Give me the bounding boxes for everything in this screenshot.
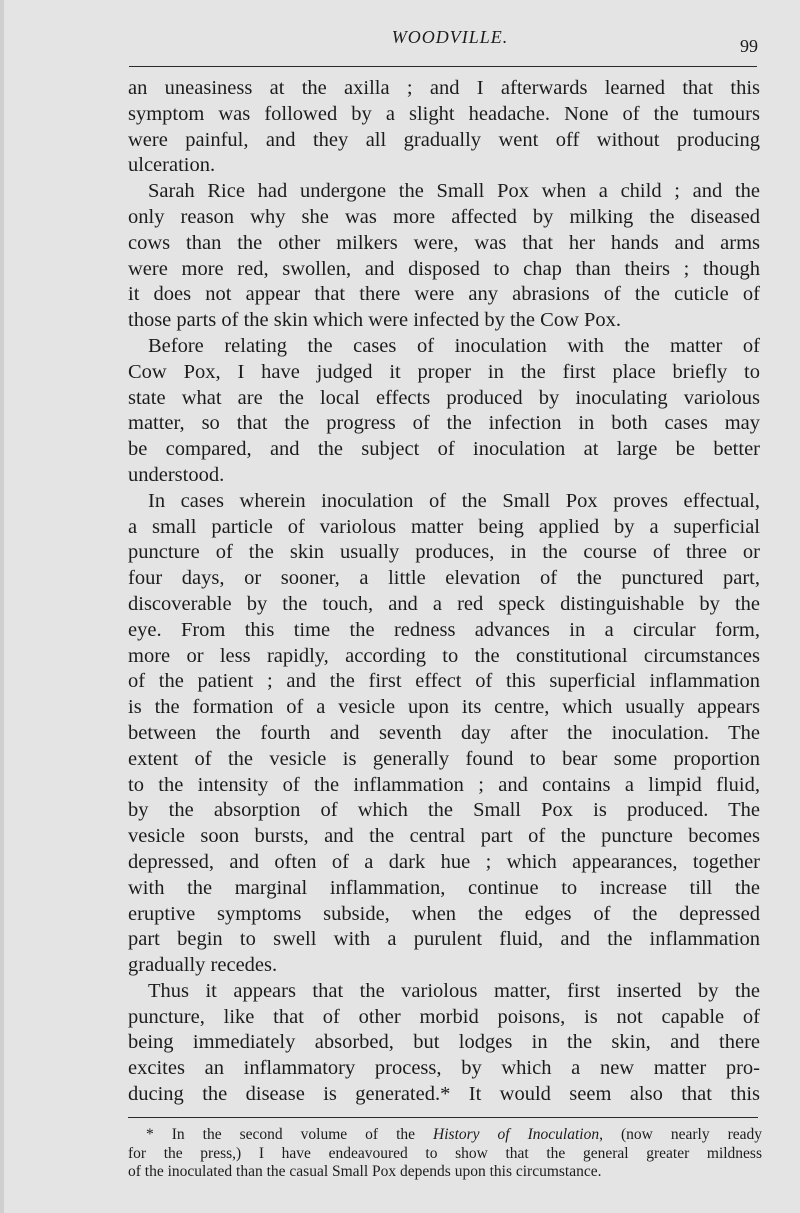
text-line: between the fourth and seventh day after the inoculation. The [128, 721, 760, 744]
text-line: only reason why she was more affected by milking the diseased [128, 205, 760, 228]
text-line: ulceration. [128, 154, 216, 177]
footnote-text: In the second volume of the [171, 1126, 434, 1143]
book-title: History of Inoculation [433, 1126, 600, 1143]
header-rule [129, 66, 757, 67]
text-line: of the patient ; and the first effect of this superficial inflammation [128, 670, 760, 693]
paragraph-4 [128, 489, 760, 979]
footnote-text: , (now nearly ready [599, 1126, 762, 1143]
text-line: those parts of the skin which were infected by the Cow Pox. [128, 309, 622, 332]
text-line: by the absorption of which the Small Pox is produced. The [128, 799, 760, 822]
text-line: symptom was followed by a slight headache. None of the tumours [128, 102, 760, 125]
text-line: be compared, and the subject of inoculation at large be better [128, 438, 760, 461]
footnote-line: for the press,) I have endeavoured to show that the general greater mildness [128, 1144, 762, 1162]
text-line: discoverable by the touch, and a red speck distinguishable by the [128, 592, 760, 615]
text-line: four days, or sooner, a little elevation of the punctured part, [128, 567, 760, 590]
text-line: were more red, swollen, and disposed to chap than theirs ; though [128, 257, 760, 280]
text-line: state what are the local effects produced by inoculating variolous [128, 386, 760, 409]
footnote [128, 1126, 762, 1182]
page-number: 99 [740, 36, 758, 56]
text-line: puncture of the skin usually produces, in the course of three or [128, 541, 760, 564]
text-line: a small particle of variolous matter being applied by a superficial [128, 515, 760, 538]
text-line: is the formation of a vesicle upon its centre, which usually appears [128, 696, 760, 719]
text-line: ducing the disease is generated.* It would seem also that this [128, 1083, 760, 1106]
text-line: excites an inflammatory process, by which a new matter pro- [128, 1057, 760, 1080]
paragraph-5 [128, 979, 760, 1108]
text-line: cows than the other milkers were, was that her hands and arms [128, 231, 760, 254]
text-line: extent of the vesicle is generally found to bear some proportion [128, 747, 760, 770]
text-line: Before relating the cases of inoculation with the matter of [148, 334, 760, 357]
text-line: Thus it appears that the variolous matter, first inserted by the [148, 979, 760, 1002]
text-line: an uneasiness at the axilla ; and I afterwards learned that this [128, 77, 760, 99]
page-edge-shadow [0, 0, 4, 1213]
running-title: WOODVILLE. [391, 27, 509, 47]
text-line: gradually recedes. [128, 954, 278, 977]
text-line: were painful, and they all gradually went off without producing [128, 128, 760, 151]
text-line: depressed, and often of a dark hue ; which appearances, together [128, 850, 760, 873]
text-line: it does not appear that there were any abrasions of the cuticle of [128, 283, 760, 306]
text-line: with the marginal inflammation, continue to increase till the [128, 876, 760, 899]
footnote-rule [128, 1117, 758, 1118]
body-text [128, 76, 760, 1108]
text-line: matter, so that the progress of the infection in both cases may [128, 412, 760, 435]
text-line: to the intensity of the inflammation ; and contains a limpid fluid, [128, 773, 760, 796]
text-line: part begin to swell with a purulent fluid, and the inflammation [128, 928, 760, 951]
text-line: Cow Pox, I have judged it proper in the first place briefly to [128, 360, 760, 383]
text-line: more or less rapidly, according to the constitutional circumstances [128, 644, 760, 667]
text-line: Sarah Rice had undergone the Small Pox when a child ; and the [148, 180, 760, 203]
footnote-line [128, 1126, 762, 1145]
text-line: being immediately absorbed, but lodges in the skin, and there [128, 1031, 760, 1054]
footnote-marker: * [146, 1126, 154, 1143]
text-line: puncture, like that of other morbid poisons, is not capable of [128, 1005, 760, 1028]
paragraph-1 [128, 76, 760, 179]
paragraph-2 [128, 179, 760, 334]
text-line: In cases wherein inoculation of the Small Pox proves effectual, [148, 489, 760, 512]
running-header [0, 26, 800, 56]
text-line: eruptive symptoms subside, when the edges of the depressed [128, 902, 760, 925]
footnote-line: of the inoculated than the casual Small Pox depends upon this circumstance. [128, 1163, 602, 1180]
paragraph-3 [128, 334, 760, 489]
text-line: eye. From this time the redness advances in a circular form, [128, 618, 760, 641]
text-line: vesicle soon bursts, and the central part of the puncture becomes [128, 825, 760, 848]
text-line: understood. [128, 463, 225, 486]
